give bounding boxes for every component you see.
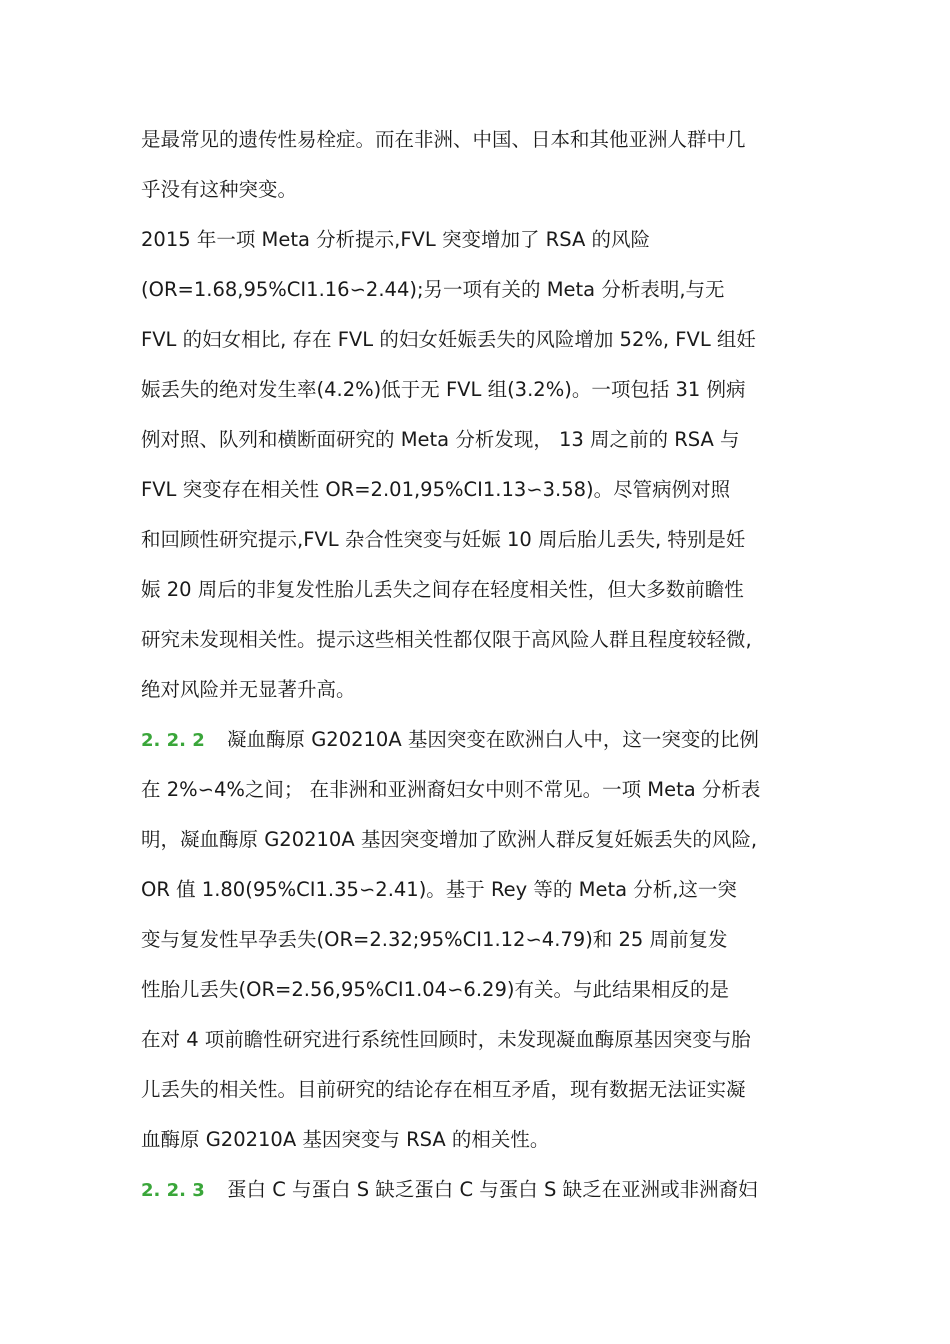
section-heading-line bbox=[141, 725, 759, 755]
section-first-line: 凝血酶原 G20210A 基因突变在欧洲白人中，这一突变的比例 bbox=[227, 728, 759, 751]
paragraph-line: 变与复发性早孕丢失(OR=2.32;95%CI1.12∽4.79)和 25 周前复发 bbox=[141, 928, 728, 951]
paragraph-line: 2015 年一项 Meta 分析提示,FVL 突变增加了 RSA 的风险 bbox=[141, 228, 650, 251]
paragraph-line: OR 值 1.80(95%CI1.35∽2.41)。基于 Rey 等的 Meta 分析,这一突 bbox=[141, 878, 737, 901]
paragraph-line: FVL 突变存在相关性 OR=2.01,95%CI1.13∽3.58)。尽管病例对照 bbox=[141, 478, 731, 501]
paragraph-line: 娠丢失的绝对发生率(4.2%)低于无 FVL 组(3.2%)。一项包括 31 例病 bbox=[141, 378, 746, 401]
paragraph-line: 儿丢失的相关性。目前研究的结论存在相互矛盾，现有数据无法证实凝 bbox=[141, 1078, 746, 1101]
paragraph-line: 乎没有这种突变。 bbox=[141, 178, 298, 201]
paragraph-line: (OR=1.68,95%CI1.16∽2.44);另一项有关的 Meta 分析表明,与无 bbox=[141, 278, 725, 301]
paragraph-line: 和回顾性研究提示,FVL 杂合性突变与妊娠 10 周后胎儿丢失, 特别是妊 bbox=[141, 528, 746, 551]
section-number: 2. 2. 2 bbox=[141, 730, 205, 751]
section-heading-line bbox=[141, 1175, 758, 1205]
section-number: 2. 2. 3 bbox=[141, 1180, 205, 1201]
paragraph-line: 在对 4 项前瞻性研究进行系统性回顾时，未发现凝血酶原基因突变与胎 bbox=[141, 1028, 751, 1051]
paragraph-line: 明，凝血酶原 G20210A 基因突变增加了欧洲人群反复妊娠丢失的风险, bbox=[141, 828, 758, 851]
paragraph-line: 研究未发现相关性。提示这些相关性都仅限于高风险人群且程度较轻微, bbox=[141, 628, 752, 651]
paragraph-line: 例对照、队列和横断面研究的 Meta 分析发现， 13 周之前的 RSA 与 bbox=[141, 428, 740, 451]
paragraph-line: 在 2%∽4%之间； 在非洲和亚洲裔妇女中则不常见。一项 Meta 分析表 bbox=[141, 778, 761, 801]
paragraph-line: 娠 20 周后的非复发性胎儿丢失之间存在轻度相关性，但大多数前瞻性 bbox=[141, 578, 744, 601]
paragraph-line: 是最常见的遗传性易栓症。而在非洲、中国、日本和其他亚洲人群中几 bbox=[141, 128, 746, 151]
paragraph-line: FVL 的妇女相比, 存在 FVL 的妇女妊娠丢失的风险增加 52%, FVL 组妊 bbox=[141, 328, 756, 351]
paragraph-line: 血酶原 G20210A 基因突变与 RSA 的相关性。 bbox=[141, 1128, 550, 1151]
paragraph-line: 性胎儿丢失(OR=2.56,95%CI1.04∽6.29)有关。与此结果相反的是 bbox=[141, 978, 729, 1001]
section-first-line: 蛋白 C 与蛋白 S 缺乏蛋白 C 与蛋白 S 缺乏在亚洲或非洲裔妇 bbox=[227, 1178, 758, 1201]
paragraph-line: 绝对风险并无显著升高。 bbox=[141, 678, 356, 701]
